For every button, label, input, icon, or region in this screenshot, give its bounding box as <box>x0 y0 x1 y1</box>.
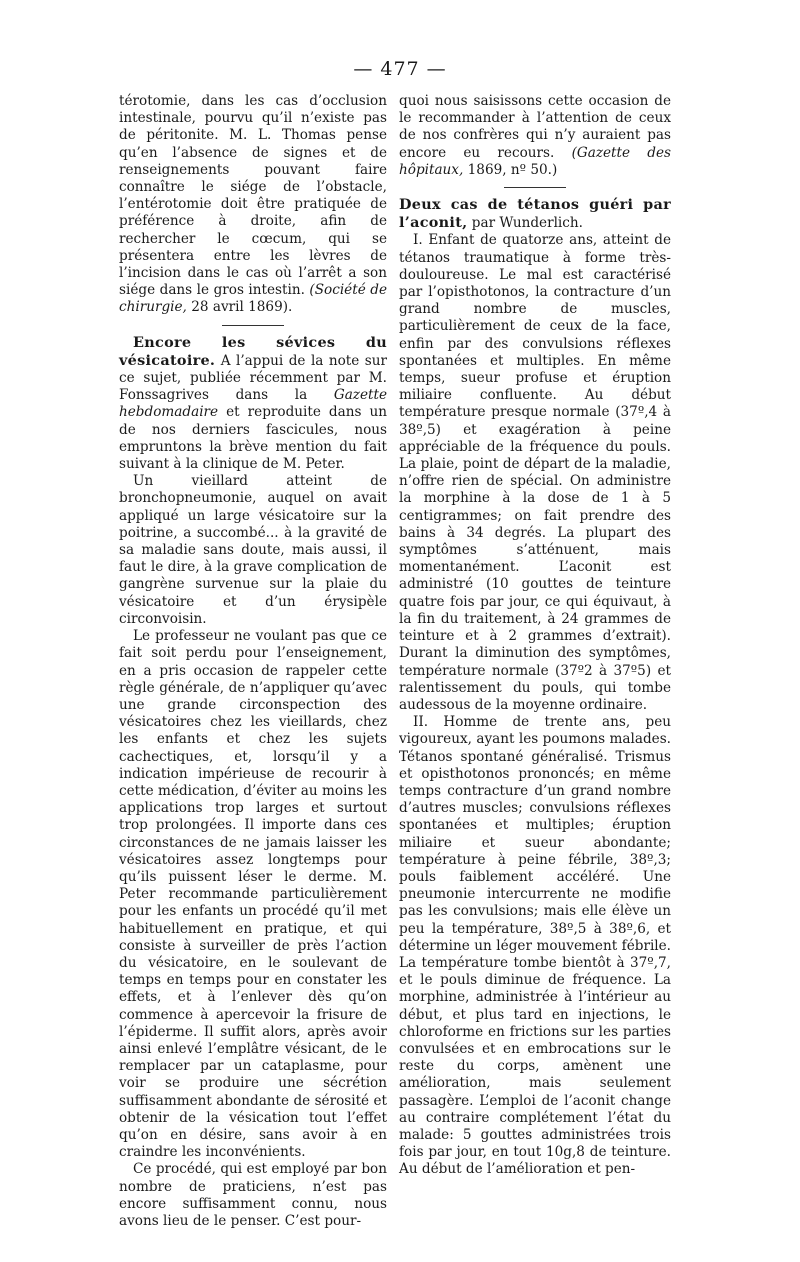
left-column <box>119 93 387 1230</box>
source-citation: (Société de chirurgie, <box>119 282 387 316</box>
source-date: 1869, nº 50.) <box>467 161 558 178</box>
recommander-text: quoi nous saisissons cette occasion de le recommander à l’attention de ceux de nos confrères qui n’y auraient pas encore eu recours. <box>399 93 671 161</box>
section-divider <box>504 187 566 188</box>
section-vesicatoire-intro <box>119 334 387 474</box>
author-name: par Wunderlich. <box>471 215 583 232</box>
section-title-tetanos-text: Deux cas de tétanos guéri par l’aconit, <box>399 196 671 232</box>
right-column <box>399 93 671 1179</box>
page-number: — 477 — <box>353 58 447 80</box>
paragraph-case-1: I. Enfant de quatorze ans, atteint de tétanos traumatique à forme très-douloureuse. Le mal est caractérisé par l’opisthotonos, la contracture d’un grand nombre de muscles, particulièrement de ceux de la face, enfin par des convulsions réflexes spontanées et multiples. En même temps, sueur profuse et éruption miliaire confluente. Au début température presque normale (37º,4 à 38º,5) et exagération à peine appréciable de la fréquence du pouls. La plaie, point de départ de la maladie, n’offre rien de spécial. On administre la morphine à la dose de 1 à 5 centigrammes; on fait prendre des bains à 34 degrés. La plupart des symptômes s’atténuent, mais momentanément. L’aconit est administré (10 gouttes de teinture quatre fois par jour, ce qui équivaut, à la fin du traitement, à 24 grammes de teinture et à 2 grammes d’extrait). Durant la diminution des symptômes, température normale (37º2 à 37º5) et ralentissement du pouls, qui tombe audessous de la moyenne ordinaire. <box>399 232 671 713</box>
journal-name: Gazette hebdomadaire <box>119 387 387 421</box>
intro-text-a: A l’appui de la note sur ce sujet, publiée récemment par M. Fonssagrives dans la <box>119 352 387 404</box>
section-title-vesicatoire: Encore les sévices du vésicatoire. <box>119 333 387 369</box>
source-citation: (Gazette des hôpitaux, <box>399 144 671 178</box>
intro-text-b: et reproduite dans un de nos derniers fascicules, nous empruntons la brève mention du fait suivant à la clinique de M. Peter. <box>119 404 387 473</box>
paragraph-professeur: Le professeur ne voulant pas que ce fait soit perdu pour l’enseignement, en a pris occasion de rappeler cette règle générale, de n’appliquer qu’avec une grande circonspection des vésicatoires chez les vieillards, chez les enfants et chez les sujets cachectiques, et, lorsqu’il y a indication impérieuse de recourir à cette médication, d’éviter au moins les applications trop larges et surtout trop prolongées. Il importe dans ces circonstances de ne jamais laisser les vésicatoires assez longtemps pour qu’ils puissent léser le derme. M. Peter recommande particulièrement pour les enfants un procédé qu’il met habituellement en pratique, et qui consiste à surveiller de près l’action du vésicatoire, en le soulevant de temps en temps pour en constater les effets, et à l’enlever dès qu’on commence à apercevoir la frisure de l’épiderme. Il suffit alors, après avoir ainsi enlevé l’emplâtre vésicant, de le remplacer par un cataplasme, pour voir se produire une sécrétion suffisamment abondante de sérosité et obtenir de la vésication tout l’effet qu’on en désire, sans avoir à en craindre les inconvénients. <box>119 628 387 1161</box>
paragraph-vieillard: Un vieillard atteint de bronchopneumonie, auquel on avait appliqué un large vésicatoire sur la poitrine, a succombé... à la gravité de sa maladie sans doute, mais aussi, il faut le dire, à la grave complication de gangrène survenue sur la plaie du vésicatoire et d’un érysipèle circonvoisin. <box>119 473 387 627</box>
section-title-tetanos <box>399 196 671 232</box>
source-date: 28 avril 1869). <box>191 299 293 316</box>
paragraph-enterotomie <box>119 93 387 317</box>
paragraph-case-2: II. Homme de trente ans, peu vigoureux, ayant les poumons malades. Tétanos spontané généralisé. Trismus et opisthotonos prononcés; en même temps contracture d’un grand nombre d’autres muscles; convulsions réflexes spontanées et multiples; éruption miliaire et sueur abondante; température à peine fébrile, 38º,3; pouls faiblement accéléré. Une pneumonie intercurrente ne modifie pas les convulsions; mais elle élève un peu la température, 38º,5 à 38º,6, et détermine un léger mouvement fébrile. La température tombe bientôt à 37º,7, et le pouls diminue de fréquence. La morphine, administrée à l’intérieur au début, et plus tard en injections, le chloroforme en frictions sur les parties convulsées et en embrocations sur le reste du corps, amènent une amélioration, mais seulement passagère. L’emploi de l’aconit change au contraire complétement l’état du malade: 5 gouttes administrées trois fois par jour, en tout 10g,8 de teinture. Au début de l’amélioration et pen- <box>399 714 671 1178</box>
paragraph-recommander <box>399 93 671 179</box>
paragraph-procede: Ce procédé, qui est employé par bon nombre de praticiens, n’est pas encore suffisamment connu, nous avons lieu de le penser. C’est pour- <box>119 1161 387 1229</box>
section-divider <box>222 325 284 326</box>
enterotomie-text: térotomie, dans les cas d’occlusion intestinale, pourvu qu’il n’existe pas de péritonite. M. L. Thomas pense qu’en l’absence de signes et de renseignements pouvant faire connaître le siége de l’obstacle, l’entérotomie doit être pratiquée de préférence à droite, afin de rechercher le cœcum, qui se présentera entre les lèvres de l’incision dans le cas où l’arrêt a son siége dans le gros intestin. <box>119 93 387 299</box>
